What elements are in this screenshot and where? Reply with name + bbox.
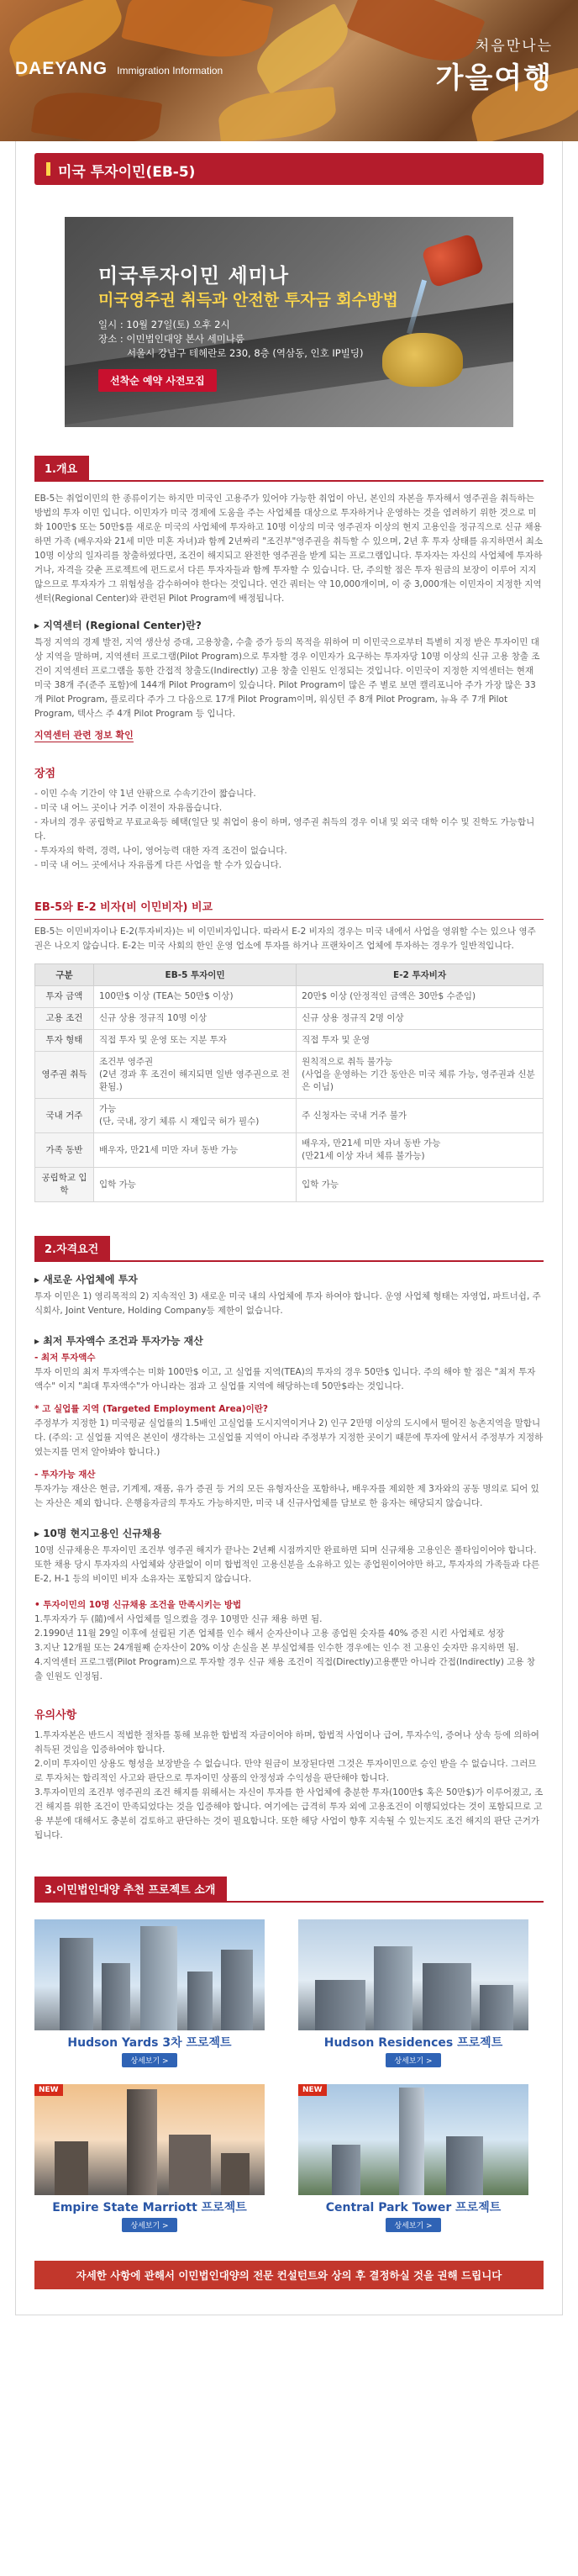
table-cell: 20만$ 이상 (안정적인 금액은 30만$ 수준임) [297, 986, 544, 1008]
regional-center-text: 특정 지역의 경제 발전, 지역 생산성 증대, 고용창출, 수출 증가 등의 목적을 위하여 미 이민국으로부터 특별히 지정 받은 투자이민 대상 지역을 말하며, 지역센터 프로그램(Pilot Program)으로 투자할 경우 이민자가 요구하는 투자자당 10명 이상의 신규 고용 창출 조건이 지역센터 프로그램을 통한 간접적 창출도(Indirectly) 고용 창출 인원도 인정되는 것입니다. 이민국이 지정한 지역센터는 현재 미국 38개 주(준주 포함)에 144개 Pilot Program이 있습니다. Pilot Program이 많은 주 별로 보면 캘리포니아 주가 가장 많은 33개 Pilot Program, 플로리다 주가 그 다음으로 17개 Pilot Program이며, 워싱턴 주 8개 Pilot Program, 뉴욕 주 7개 Pilot Program, 텍사스 주 4개 Pilot Program 등 입니다. [34, 637, 540, 719]
row-label-cell: 국내 거주 [35, 1099, 94, 1133]
consultation-banner[interactable]: 자세한 사항에 관해서 이민법인대양의 전문 컨설턴트와 상의 후 결정하실 것을 권해 드립니다 [34, 2261, 544, 2289]
merit-item: - 투자자의 학력, 경력, 나이, 영어능력 대한 자격 조건이 없습니다. [34, 846, 287, 856]
comparison-table [34, 963, 544, 1202]
new-badge: NEW [298, 2084, 327, 2096]
project-grid [34, 1919, 544, 2232]
project-name[interactable]: Hudson Residences 프로젝트 [323, 2036, 503, 2050]
hiring-methods-heading: • 투자이민의 10명 신규채용 조건을 만족시키는 방법 [34, 1600, 242, 1610]
brand-subtitle: Immigration Information [117, 65, 223, 77]
section-qualifications-heading: 2.자격요건 [34, 1236, 110, 1260]
list-item: 4.지역센터 프로그램(Pilot Program)으로 투자할 경우 신규 채용 조건이 직접(Directly)고용뿐만 아니라 간접(Indirectly) 고용 창출 인원도 인정됨. [34, 1657, 536, 1681]
table-row [35, 1133, 544, 1168]
project-image[interactable] [34, 1919, 265, 2030]
project-name[interactable]: Hudson Yards 3차 프로젝트 [67, 2036, 232, 2050]
list-item: 2.이미 투자이민 상용도 형성을 보장받을 수 없습니다. 만약 원금이 보장된다면 그것은 투자이민으로 승인 받을 수 없습니다. 그러므로 투자처는 합리적인 사고와 판단으로 투자이민 상품의 안정성과 수익성을 판단해야 합니다. [34, 1759, 537, 1783]
comparison-table-body [35, 986, 544, 1202]
table-row [35, 1052, 544, 1099]
row-label-cell: 가족 동반 [35, 1133, 94, 1168]
page-header [0, 0, 578, 141]
row-label-cell: 투자 금액 [35, 986, 94, 1008]
qual-tea-subheading: * 고 실업률 지역 (Targeted Employment Area)이란? [34, 1404, 268, 1414]
qual-assets-subheading: - 투자가능 재산 [34, 1470, 96, 1480]
table-cell: 원칙적으로 취득 불가능 (사업을 운영하는 기간 동안은 미국 체류 가능, 영주권과 신분은 이님) [297, 1052, 544, 1099]
slogan-line1: 처음만나는 [475, 38, 553, 55]
project-image[interactable] [298, 2084, 528, 2195]
section-overview [34, 456, 544, 1202]
table-cell: 100만$ 이상 (TEA는 50만$ 이상) [94, 986, 297, 1008]
page-title-bar [34, 153, 544, 185]
banner-title: 미국투자이민 세미나 [98, 264, 290, 288]
table-header-row [35, 964, 544, 986]
table-cell: 주 신청자는 국내 거주 불가 [297, 1099, 544, 1133]
table-cell: 배우자, 만21세 미만 자녀 동반 가능 (만21세 이상 자녀 체류 불가능) [297, 1133, 544, 1168]
list-item: 1.투자자본은 반드시 적법한 절차를 통해 보유한 합법적 자금이어야 하며, 합법적 사업이나 급여, 투자수익, 증여나 상속 등에 의하여 취득된 것임을 입증하여야 합니다. [34, 1730, 539, 1755]
caution-list [34, 1729, 544, 1843]
hiring-methods-list [34, 1613, 544, 1684]
project-detail-button[interactable]: 상세보기 > [122, 2053, 176, 2067]
reserve-button[interactable]: 선착순 예약 사전모집 [98, 369, 217, 392]
table-row [35, 1099, 544, 1133]
section-overview-heading: 1.개요 [34, 456, 89, 480]
slogan-line2: 가을여행 [435, 61, 553, 95]
seminar-banner[interactable] [65, 217, 513, 427]
section-divider [34, 1260, 544, 1262]
page-title: 미국 투자이민(EB-5) [58, 164, 196, 181]
table-cell: 신규 상용 정규직 2명 이상 [297, 1008, 544, 1030]
banner-place: 장소 : 이민법인대양 본사 세미나룸 [98, 333, 245, 345]
project-name[interactable]: Empire State Marriott 프로젝트 [52, 2201, 247, 2214]
overview-text: EB-5는 취업이민의 한 종류이기는 하지만 미국인 고용주가 있어야 가능한 취업이 아닌, 본인의 자본을 투자해서 영주권을 취득하는 방법의 투자 이민 입니다. 이민자가 미국 경제에 도움을 주는 사업체를 대상으로 투자하거나 운영하는 것을 염려하기 위한 것으로 미화 100만$ 또는 50만$를 새로운 미국의 사업체에 투자하고 10명 이상의 미국 영주권자 이상의 현지 고용인을 정규직으로 신규 채용하면 가족 (배우자와 21세 미만 미혼 자녀)과 함께 2년짜리 "조건부"영주권을 취득할 수 있으며, 2년 후 투자 상태를 유지하면서 최소 10명 이상의 일자리를 창출하였다면, 조건이 해지되고 완전한 영주권을 받게 되는 프로그램입니다. 투자자는 자신의 사업체에 투자하거나, 자격을 갖춘 프로젝트에 펀드로서 다른 투자자들과 함께 투자할 수 있습니다. 단, 주의할 점은 투자 원금의 보장이 이루어 지지 않으므로 투자자가 그 위험성을 감수하여야 한다는 것입니다. 연간 쿼터는 약 10,000개이며, 이 중 3,000개는 이민자이 지정한 지역 센터(Regional Center)와 관련된 Pilot Program에 배정됩니다. [34, 494, 543, 604]
project-name[interactable]: Central Park Tower 프로젝트 [325, 2201, 502, 2214]
table-row [35, 1168, 544, 1202]
list-item: 3.투자이민의 조건부 영주권의 조건 해지를 위해서는 자신이 투자를 한 사업체에 충분한 투자(100만$ 혹은 50만$)가 이루어졌고, 조건 해지를 위한 조건이 만족되었다는 것을 입증해야 합니다. 여기에는 급격히 투자 외에 고용조건이 이행되었다는 것이 포함되므로 고용 부분에 대해서도 충분히 검토하고 판단하는 것이 필요합니다. 또한 해당 사업이 향후 지속될 수 있는지도 조건 해지의 판단 근거가 됩니다. [34, 1787, 544, 1840]
table-row [35, 986, 544, 1008]
piggy-bank-icon [382, 333, 463, 387]
merits-heading: 장점 [34, 768, 56, 780]
slogan [436, 34, 553, 96]
project-card[interactable] [298, 2084, 528, 2232]
table-cell: 입학 가능 [297, 1168, 544, 1202]
list-item: 3.지난 12개월 또는 24개월째 순자산이 20% 이상 손실을 본 부실업체를 인수한 경우에는 인수 전 고용인 숫자만 유지하면 됨. [34, 1643, 519, 1653]
row-label-cell: 고용 조건 [35, 1008, 94, 1030]
section-projects [34, 1877, 544, 2289]
section-qualifications [34, 1236, 544, 1843]
table-cell: 신규 상용 정규직 10명 이상 [94, 1008, 297, 1030]
qual-min-amount-text: 투자 이민의 최저 투자액수는 미화 100만$ 이고, 고 실업률 지역(TEA)의 투자의 경우 50만$ 입니다. 주의 해야 할 점은 "최저 투자액수" 이지 "최대 투자액수"가 아니라는 점과 고 실업률 지역에 해당하는데 50만$라는 것입니다. [34, 1367, 536, 1391]
row-label-cell: 공립학교 입학 [35, 1168, 94, 1202]
row-label-cell: 영주권 취득 [35, 1052, 94, 1099]
merits-list [34, 787, 544, 873]
merit-item: - 이민 수속 기간이 약 1년 안팎으로 수속기간이 짧습니다. [34, 789, 256, 799]
banner-address: 서울시 강남구 테헤란로 230, 8층 (역삼동, 인호 IP빌딩) [127, 347, 364, 359]
table-row [35, 1030, 544, 1052]
qual-new-business-heading: ▸ 새로운 사업체에 투자 [34, 1274, 138, 1285]
brand-block [15, 59, 223, 79]
qual-hiring-text: 10명 신규채용은 투자이민 조건부 영주권 해지가 끝나는 2년째 시점까지만 완료하면 되며 신규채용 고용인은 풀타임이어야 합니다. 또한 채용 당시 투자자의 사업체와 상관없이 이미 합법적인 고용신분을 소유하고 있는 종업원이어야만 하고, 투자자의 가족들과 다른 E-2, H-1 등의 비이민 비자 소유자는 포함되지 않습니다. [34, 1545, 540, 1584]
project-detail-button[interactable]: 상세보기 > [386, 2053, 440, 2067]
section-divider [34, 480, 544, 482]
banner-date: 일시 : 10월 27일(토) 오후 2시 [98, 319, 230, 330]
brand-logo[interactable]: DAEYANG [15, 59, 108, 78]
watering-can-icon [421, 233, 485, 288]
list-item: 1.투자자가 두 (隨)에서 사업체를 일으켰을 경우 10명만 신규 채용 하면 됨. [34, 1614, 323, 1624]
regional-center-heading: ▸ 지역센터 (Regional Center)란? [34, 620, 202, 631]
section-divider [34, 1901, 544, 1903]
qual-hiring-heading: ▸ 10명 현지고용인 신규채용 [34, 1528, 162, 1539]
compare-heading: EB-5와 E-2 비자(비 이민비자) 비교 [34, 901, 213, 914]
qual-new-business-text: 투자 이민은 1) 영리목적의 2) 지속적인 3) 새로운 미국 내의 사업체에 투자 하여야 합니다. 운영 사업체 형태는 자영업, 파트너쉽, 주식회사, Joint Venture, Holding Company등 제한이 없습니다. [34, 1291, 541, 1316]
section-projects-heading: 3.이민법인대양 추천 프로젝트 소개 [34, 1877, 227, 1901]
new-badge: NEW [34, 2084, 63, 2096]
banner-info [98, 318, 363, 361]
project-card[interactable] [298, 1919, 528, 2067]
table-cell: 직접 투자 및 운영 또는 지분 투자 [94, 1030, 297, 1052]
row-label-cell: 투자 형태 [35, 1030, 94, 1052]
project-card[interactable] [34, 2084, 265, 2232]
table-cell: 입학 가능 [94, 1168, 297, 1202]
regional-center-link[interactable]: 지역센터 관련 정보 확인 [34, 730, 134, 741]
merit-item: - 자녀의 경우 공립학교 무료교육등 혜택(일단 및 취업이 용이 하며, 영주권 취득의 경우 이내 및 외국 대학 이수 및 진학도 가능합니다. [34, 817, 535, 842]
table-row [35, 1008, 544, 1030]
merit-item: - 미국 내 어느 곳이나 거주 이전이 자유롭습니다. [34, 803, 223, 813]
table-header-cell: E-2 투자비자 [297, 964, 544, 986]
project-image[interactable] [298, 1919, 528, 2030]
qual-min-investment-heading: ▸ 최저 투자액수 조건과 투자가능 재산 [34, 1335, 203, 1347]
table-cell: 직접 투자 및 운영 [297, 1030, 544, 1052]
table-header-cell: 구분 [35, 964, 94, 986]
project-detail-button[interactable]: 상세보기 > [122, 2218, 176, 2232]
table-header-cell: EB-5 투자이민 [94, 964, 297, 986]
compare-intro: EB-5는 이민비자이나 E-2(투자비자)는 비 이민비자입니다. 따라서 E-2 비자의 경우는 미국 내에서 사업을 영위할 수는 있으나 영주권은 나오지 않습니다. E-2는 미국 사회의 한인 운영 업소에 투자를 하거나 프랜차이즈 업체에 투자하는 경우가 일반적입니다. [34, 926, 536, 951]
caution-heading: 유의사항 [34, 1709, 77, 1722]
table-cell: 가능 (단, 국내, 장기 체류 시 재입국 허가 필수) [94, 1099, 297, 1133]
banner-subtitle: 미국영주권 취득과 안전한 투자금 회수방법 [98, 291, 398, 309]
qual-assets-text: 투자가능 재산은 현금, 기계제, 재품, 유가 증권 등 거의 모든 유형자산을 포함하나, 배우자를 제외한 제 3자와의 공동 명의로 되어 있는 자산은 제외 합니다. 은행융자금의 투자도 가능하지만, 미국 내 신규사업체를 담보로 한 융자는 해당되지 않습니다. [34, 1484, 539, 1508]
title-marker [46, 162, 50, 176]
project-card[interactable] [34, 1919, 265, 2067]
project-detail-button[interactable]: 상세보기 > [386, 2218, 440, 2232]
compare-divider [34, 919, 544, 920]
qual-tea-text: 주정부가 지정한 1) 미국평균 실업률의 1.5배인 고실업률 도시지역이거나 2) 인구 2만명 이상의 도시에서 떨어진 농촌지역을 말합니다. (주의: 고 실업률 지역은 본인이 생각하는 고실업률 지역이 아니라 주정부가 지정한 곳이기 때문에 투자에 앞서서 주정부가 지정하였는지를 먼저 알아봐야 합니다.) [34, 1418, 544, 1457]
qual-min-amount-subheading: - 최저 투자액수 [34, 1353, 96, 1363]
table-cell: 배우자, 만21세 미만 자녀 동반 가능 [94, 1133, 297, 1168]
content-frame [15, 141, 563, 2315]
table-cell: 조건부 영주권 (2년 경과 후 조건이 해지되면 일반 영주권으로 전환됨.) [94, 1052, 297, 1099]
project-image[interactable] [34, 2084, 265, 2195]
list-item: 2.1990년 11월 29일 이후에 설립된 기존 업체를 인수 해서 순자산이나 고용 종업원 숫자를 40% 증진 시킨 사업체로 성장 [34, 1628, 505, 1639]
merit-item: - 미국 내 어느 곳에서나 자유롭게 다른 사업을 할 수가 있습니다. [34, 860, 282, 870]
